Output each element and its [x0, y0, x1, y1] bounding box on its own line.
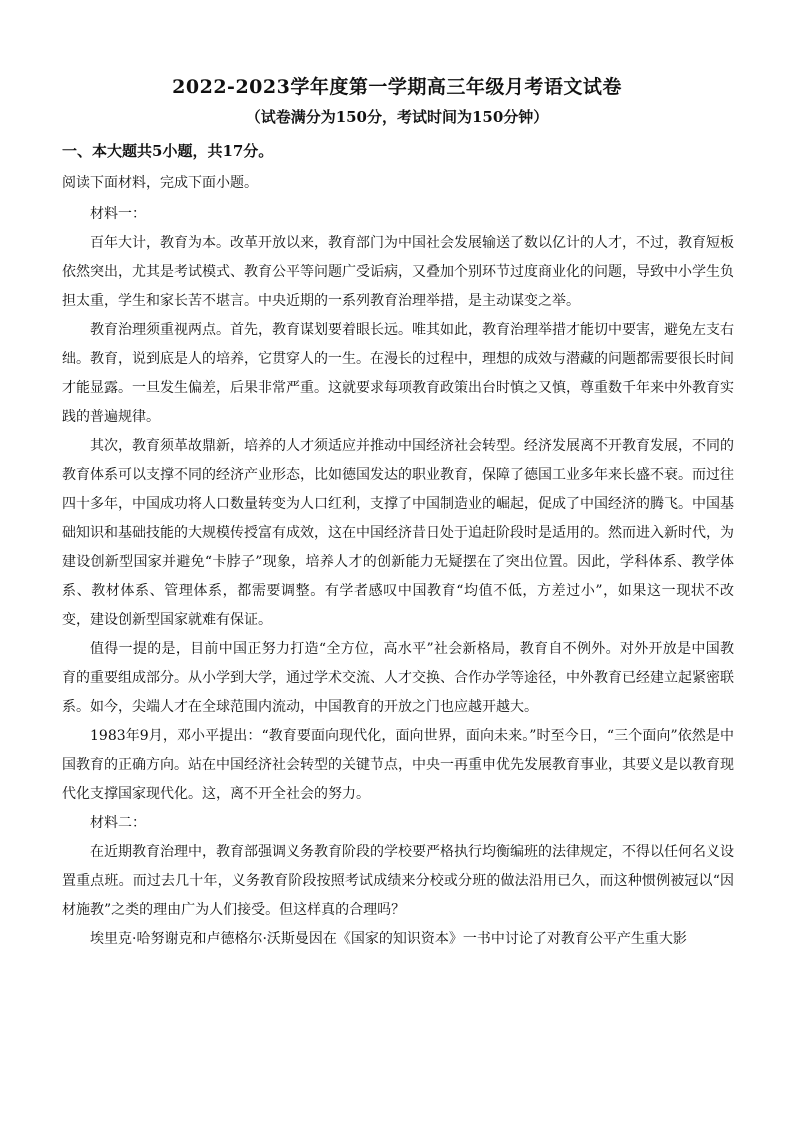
material-1-paragraph-2: 教育治理须重视两点。首先，教育谋划要着眼长远。唯其如此，教育治理举措才能切中要害，避免左支右绌。教育，说到底是人的培养，它贯穿人的一生。在漫长的过程中，理想的成效与潜藏的问题都需要很长时间才能显露。一旦发生偏差，后果非常严重。这就要求每项教育政策出台时慎之又慎，尊重数千年来中外教育实践的普遍规律。: [62, 322, 734, 425]
material-1-paragraph-3: 其次，教育须革故鼎新，培养的人才须适应并推动中国经济社会转型。经济发展离不开教育发展，不同的教育体系可以支撑不同的经济产业形态，比如德国发达的职业教育，保障了德国工业多年来长盛不衰。而过往四十多年，中国成功将人口数量转变为人口红利，支撑了中国制造业的崛起，促成了中国经济的腾飞。中国基础知识和基础技能的大规模传授富有成效，这在中国经济昔日处于追赶阶段时是适用的。然而进入新时代，为建设创新型国家并避免“卡脖子”现象，培养人才的创新能力无疑摆在了突出位置。因此，学科体系、教学体系、教材体系、管理体系，都需要调整。有学者感叹中国教育“均值不低，方差过小”，如果这一现状不改变，建设创新型国家就难有保证。: [62, 438, 734, 628]
material-1-paragraph-5: 1983年9月，邓小平提出：“教育要面向现代化，面向世界，面向未来。”时至今日，“三个面向”依然是中国教育的正确方向。站在中国经济社会转型的关键节点，中央一再重申优先发展教育事业，其要义是以教育现代化支撑国家现代化。这，离不开全社会的努力。: [62, 728, 734, 802]
material-2-label: 材料二：: [90, 815, 146, 831]
exam-title: 2022-2023学年度第一学期高三年级月考语文试卷: [172, 76, 622, 98]
material-1-paragraph-1: 百年大计，教育为本。改革开放以来，教育部门为中国社会发展输送了数以亿计的人才，不过，教育短板依然突出，尤其是考试模式、教育公平等问题广受诟病，又叠加个别环节过度商业化的问题，导致中小学生负担太重，学生和家长苦不堪言。中央近期的一系列教育治理举措，是主动谋变之举。: [62, 235, 734, 309]
section-heading: 一、本大题共5小题，共17分。: [62, 142, 274, 160]
exam-subtitle: （试卷满分为150分，考试时间为150分钟）: [245, 108, 549, 126]
material-2-paragraph-1: 在近期教育治理中，教育部强调义务教育阶段的学校要严格执行均衡编班的法律规定，不得以任何名义设置重点班。而过去几十年，义务教育阶段按照考试成绩来分校或分班的做法沿用已久，而这种惯例被冠以“因材施教”之类的理由广为人们接受。但这样真的合理吗？: [62, 844, 734, 918]
material-2-paragraph-2: 埃里克·哈努谢克和卢德格尔·沃斯曼因在《国家的知识资本》一书中讨论了对教育公平产生重大影: [90, 931, 687, 947]
reading-material: [62, 200, 734, 954]
material-1-paragraph-4: 值得一提的是，目前中国正努力打造“全方位，高水平”社会新格局，教育自不例外。对外开放是中国教育的重要组成部分。从小学到大学，通过学术交流、人才交换、合作办学等途径，中外教育已经建立起紧密联系。如今，尖端人才在全球范围内流动，中国教育的开放之门也应越开越大。: [62, 641, 734, 715]
material-1-label: 材料一：: [90, 206, 146, 222]
section-instruction: 阅读下面材料，完成下面小题。: [62, 175, 258, 191]
